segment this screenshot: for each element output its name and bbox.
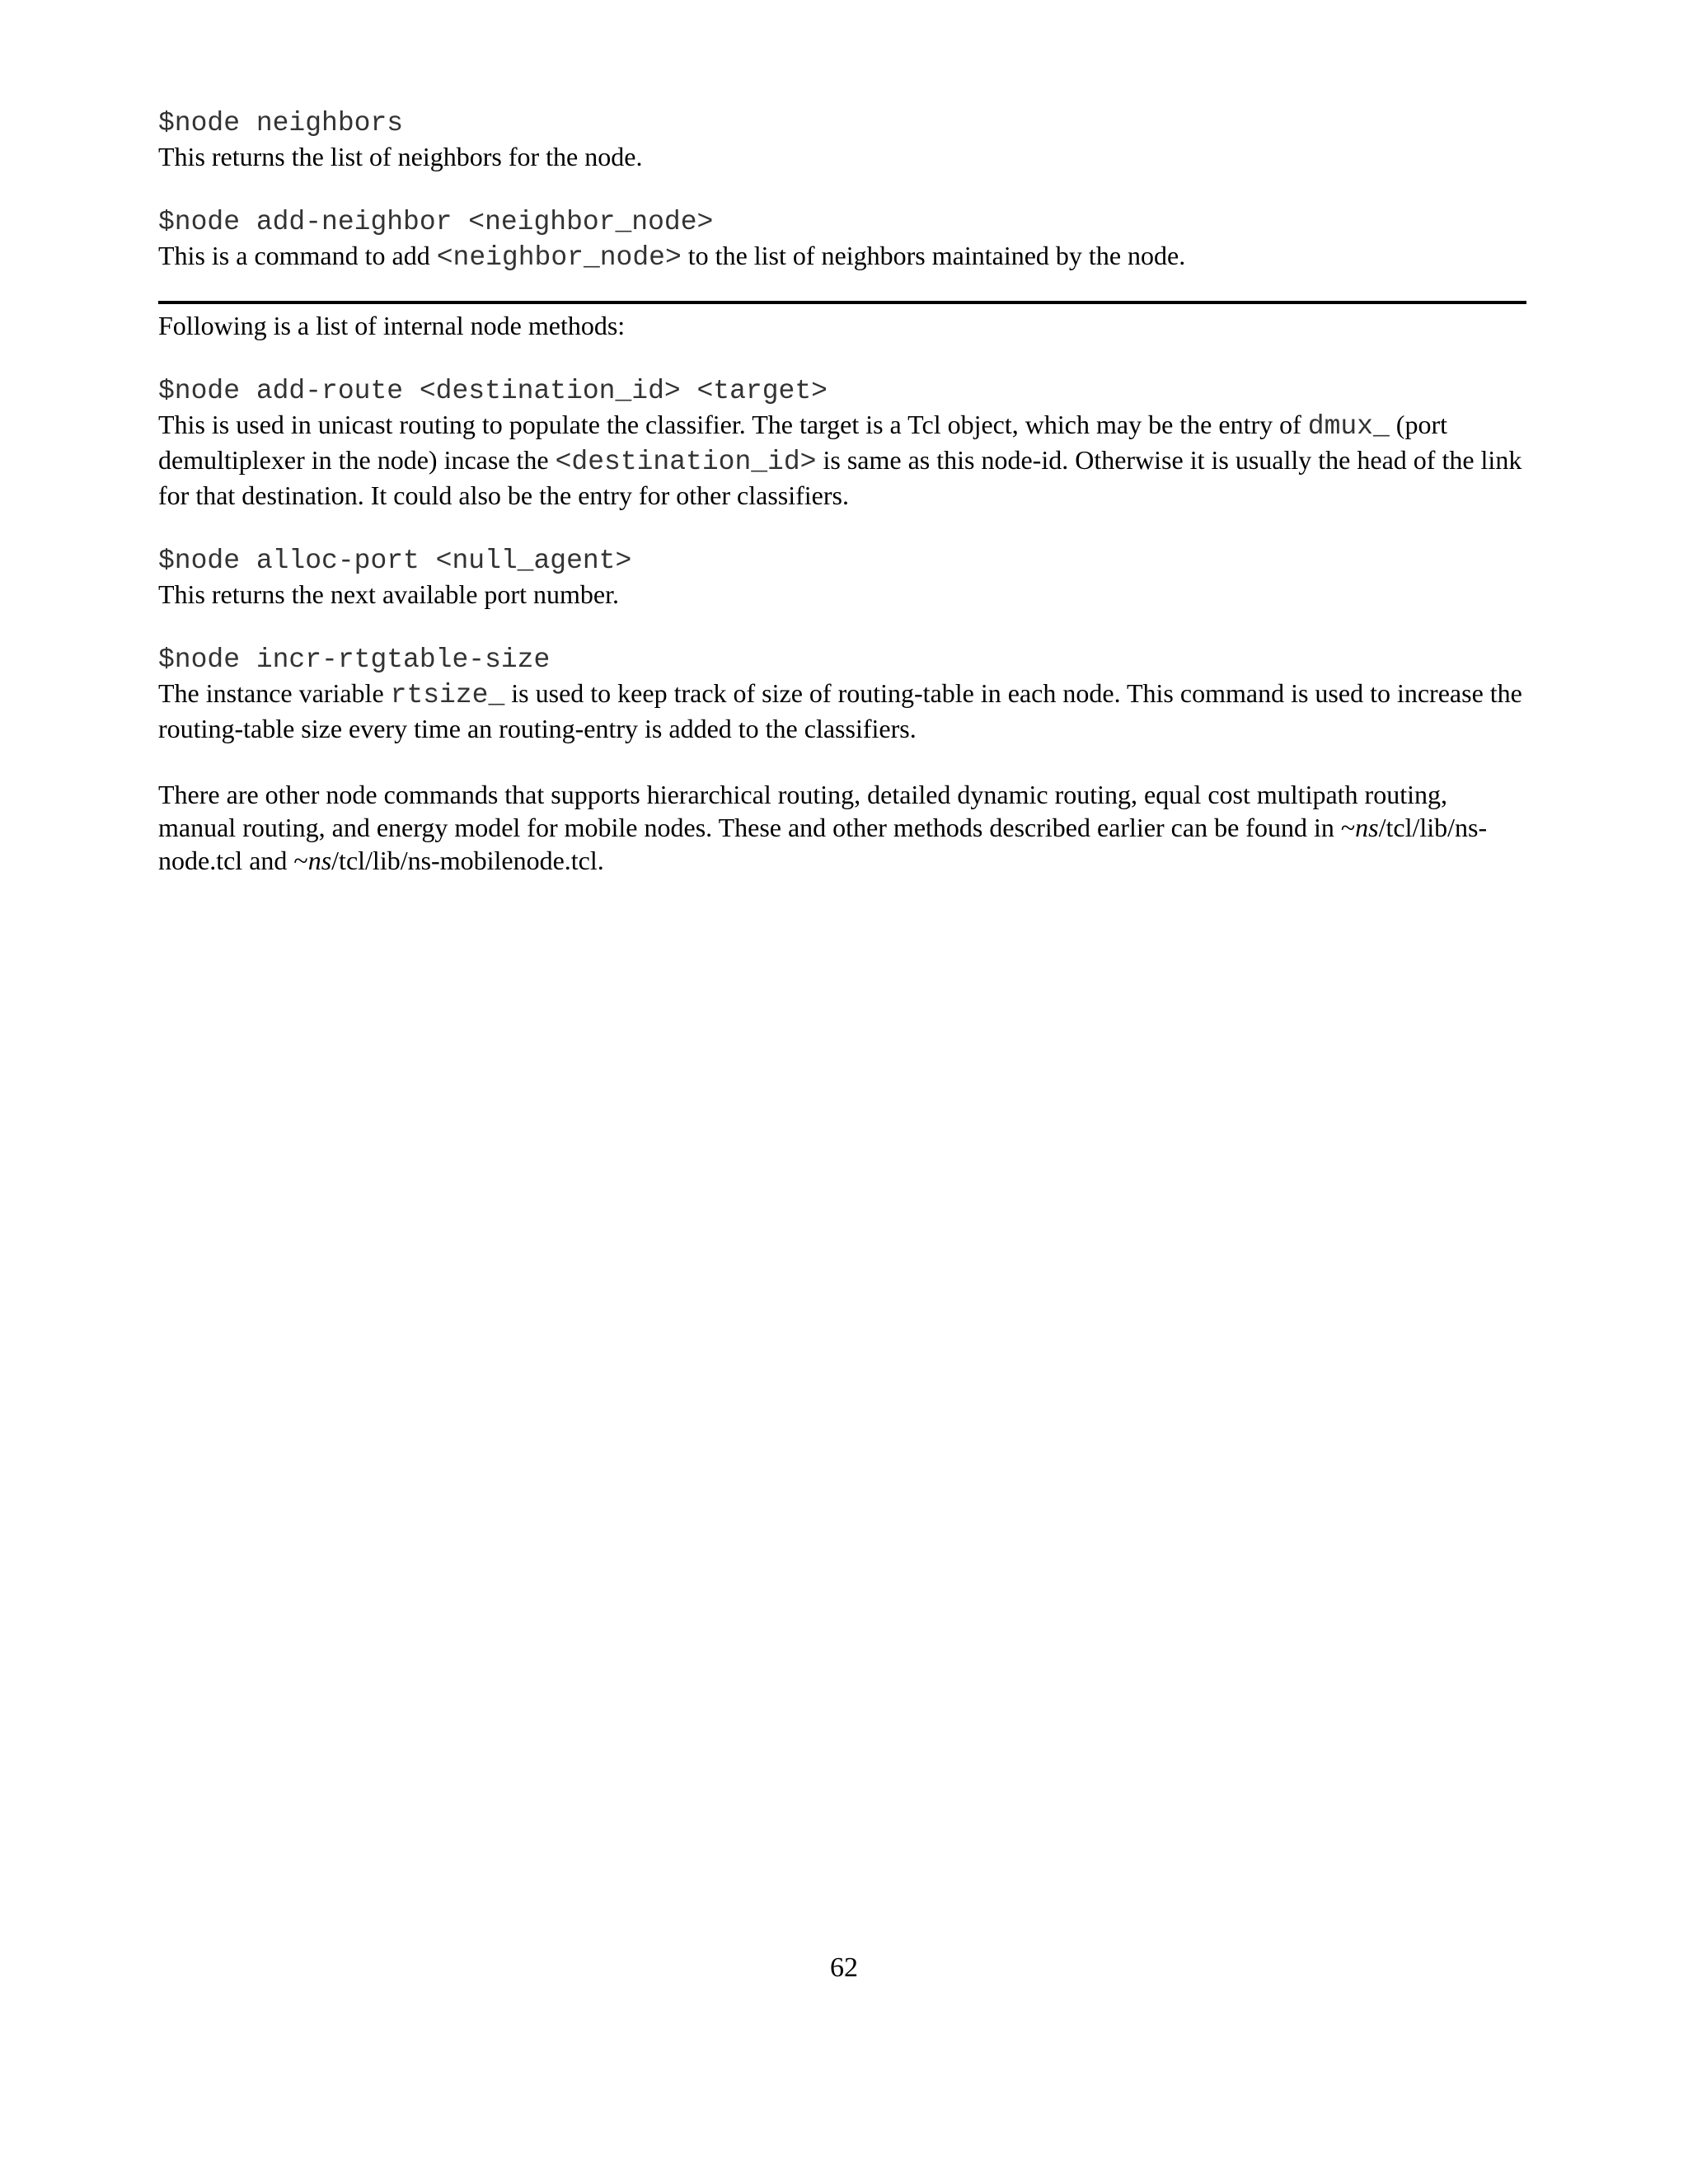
text-segment: This is used in unicast routing to populate the classifier. The target is a Tcl object, which may be the entry of (158, 410, 1308, 439)
inline-code: <destination_id> (555, 447, 817, 477)
command-add-neighbor: $node add-neighbor <neighbor_node> (158, 207, 714, 237)
command-neighbors: $node neighbors (158, 108, 404, 138)
section-divider (158, 301, 1526, 304)
text-segment: There are other node commands that supports hierarchical routing, detailed dynamic routing, equal cost multipath routing, manual routing, and energy model for mobile nodes. These and other methods described earlier can be found in (158, 780, 1447, 842)
inline-code: rtsize_ (390, 680, 505, 710)
command-incr-rtgtable-size: $node incr-rtgtable-size (158, 644, 551, 675)
text-segment: is used to keep track of size of routing-table in each node. This command is used to increase the routing-table size every time an routing-entry is added to the classifiers. (158, 678, 1522, 743)
text-segment: /tcl/lib/ns-mobilenode.tcl. (331, 846, 604, 875)
command-alloc-port: $node alloc-port <null_agent> (158, 546, 632, 576)
inline-code: dmux_ (1307, 411, 1390, 442)
closing-paragraph (158, 778, 1526, 877)
text-segment: This is a command to add (158, 241, 437, 270)
text-segment: to the list of neighbors maintained by the node. (681, 241, 1186, 270)
description-alloc-port: This returns the next available port number. (158, 579, 619, 609)
italic-ns: ns (307, 846, 332, 875)
inline-code: <neighbor_node> (436, 242, 682, 273)
spacer (158, 745, 1526, 778)
text-segment: (port demultiplexer in the node) incase the (158, 410, 1447, 475)
document-page (158, 107, 1526, 877)
text-segment: The instance variable (158, 678, 391, 708)
spacer (158, 342, 1526, 375)
spacer (158, 611, 1526, 644)
description-add-route (158, 408, 1526, 512)
text-segment: ~ (293, 846, 308, 875)
description-neighbors: This returns the list of neighbors for the node. (158, 142, 643, 171)
command-add-route: $node add-route <destination_id> <target> (158, 376, 828, 406)
page-number: 62 (830, 1952, 858, 1983)
spacer (158, 512, 1526, 545)
text-segment: /tcl/lib/ns-node.tcl and (158, 813, 1488, 875)
text-segment: ~ (1340, 813, 1356, 842)
text-segment: is same as this node-id. Otherwise it is usually the head of the link for that destination. It could also be the entry for other classifiers. (158, 445, 1522, 510)
description-incr-rtgtable-size (158, 677, 1526, 745)
description-add-neighbor (158, 239, 1526, 274)
internal-methods-heading: Following is a list of internal node methods: (158, 311, 626, 340)
spacer (158, 173, 1526, 206)
italic-ns: ns (1355, 813, 1379, 842)
